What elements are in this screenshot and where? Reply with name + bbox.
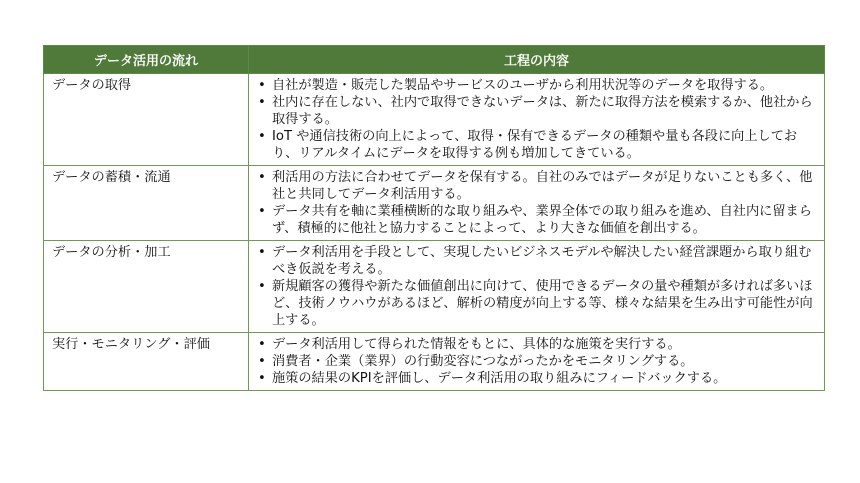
content-cell — [249, 74, 825, 166]
header-flow: データ活用の流れ — [44, 46, 249, 74]
list-item: • 施策の結果のKPIを評価し、データ利活用の取り組みにフィードバックする。 — [255, 370, 818, 387]
content-list — [255, 336, 818, 387]
list-item: • データ利活用して得られた情報をもとに、具体的な施策を実行する。 — [255, 336, 818, 353]
list-item: • 利活用の方法に合わせてデータを保有する。自社のみではデータが足りないことも多く、他社と共同してデータ利活用する。 — [255, 169, 818, 203]
header-content: 工程の内容 — [249, 46, 825, 74]
table-row — [44, 74, 825, 166]
content-cell — [249, 241, 825, 333]
content-list — [255, 244, 818, 329]
stage-cell: データの取得 — [44, 74, 249, 166]
list-item: • 社内に存在しない、社内で取得できないデータは、新たに取得方法を模索するか、他社から取得する。 — [255, 94, 818, 128]
data-utilization-table — [43, 45, 825, 391]
content-list — [255, 169, 818, 237]
content-list — [255, 77, 818, 162]
table-row — [44, 166, 825, 241]
table-row — [44, 333, 825, 391]
list-item: • データ利活用を手段として、実現したいビジネスモデルや解決したい経営課題から取り組むべき仮説を考える。 — [255, 244, 818, 278]
stage-cell: データの蓄積・流通 — [44, 166, 249, 241]
table-header-row — [44, 46, 825, 74]
stage-cell: 実行・モニタリング・評価 — [44, 333, 249, 391]
content-cell — [249, 333, 825, 391]
list-item: • IoT や通信技術の向上によって、取得・保有できるデータの種類や量も各段に向上しており、リアルタイムにデータを取得する例も増加してきている。 — [255, 128, 818, 162]
list-item: • 新規顧客の獲得や新たな価値創出に向けて、使用できるデータの量や種類が多ければ多いほど、技術ノウハウがあるほど、解析の精度が向上する等、様々な結果を生み出す可能性が向上する。 — [255, 278, 818, 329]
stage-cell: データの分析・加工 — [44, 241, 249, 333]
content-cell — [249, 166, 825, 241]
list-item: • データ共有を軸に業種横断的な取り組みや、業界全体での取り組みを進め、自社内に留まらず、積極的に他社と協力することによって、より大きな価値を創出する。 — [255, 203, 818, 237]
table-row — [44, 241, 825, 333]
list-item: • 消費者・企業（業界）の行動変容につながったかをモニタリングする。 — [255, 353, 818, 370]
list-item: • 自社が製造・販売した製品やサービスのユーザから利用状況等のデータを取得する。 — [255, 77, 818, 94]
